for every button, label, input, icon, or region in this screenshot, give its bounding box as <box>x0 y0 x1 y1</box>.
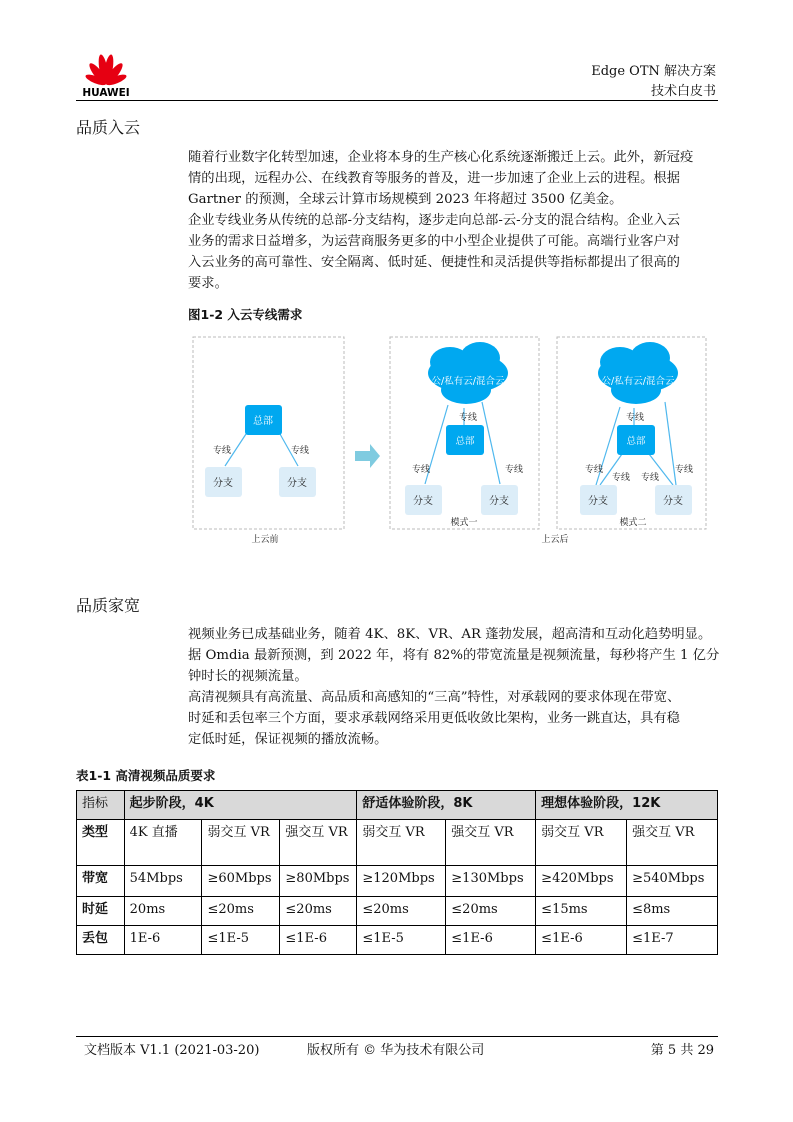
table-cell: 4K 直播 <box>124 820 202 866</box>
table-cell: ≤1E-6 <box>536 926 627 955</box>
table-cell: 20ms <box>124 897 202 926</box>
before-hq-node <box>245 405 282 435</box>
paragraph <box>188 624 722 687</box>
text-line: 据 Omdia 最新预测，到 2022 年，将有 82%的带宽流量是视频流量，每秒将产生 1 亿分 <box>188 648 720 663</box>
cloud-label: 公/私有云/混合云 <box>601 376 675 387</box>
svg-text:专线: 专线 <box>504 465 524 475</box>
table-cell: ≥120Mbps <box>357 866 446 897</box>
row-header: 带宽 <box>77 866 125 897</box>
table-cell: ≤20ms <box>446 897 536 926</box>
table-cell: ≤1E-5 <box>357 926 446 955</box>
table-cell: ≤1E-6 <box>446 926 536 955</box>
table-cell: 54Mbps <box>124 866 202 897</box>
svg-text:专线: 专线 <box>458 413 478 423</box>
svg-text:总部: 总部 <box>253 416 273 427</box>
text-line: 高清视频具有高流量、高品质和高感知的“三高”特性，对承载网的要求体现在带宽、 <box>188 690 681 705</box>
svg-text:专线: 专线 <box>611 473 631 483</box>
table-cell: ≤8ms <box>627 897 718 926</box>
svg-text:专线: 专线 <box>625 413 645 423</box>
header-cell: 起步阶段，4K <box>124 791 357 820</box>
svg-text:专线: 专线 <box>584 465 604 475</box>
paragraph <box>188 687 722 750</box>
table-cell: 弱交互 VR <box>202 820 280 866</box>
branch-node: 分支 <box>588 496 608 507</box>
section-heading: 品质入云 <box>76 118 141 137</box>
table-cell: ≤1E-6 <box>280 926 357 955</box>
branch-node: 分支 <box>287 478 307 489</box>
table-cell: ≤1E-5 <box>202 926 280 955</box>
table-cell: ≥420Mbps <box>536 866 627 897</box>
text-line: 业务的需求日益增多，为运营商服务更多的中小型企业提供了可能。高端行业客户对 <box>188 234 680 249</box>
row-header: 时延 <box>77 897 125 926</box>
row-header: 丢包 <box>77 926 125 955</box>
table-cell: 强交互 VR <box>280 820 357 866</box>
figure-caption: 图1-2 入云专线需求 <box>188 307 303 322</box>
table-row <box>77 926 718 955</box>
table-cell: ≤20ms <box>357 897 446 926</box>
header-cell: 理想体验阶段，12K <box>536 791 718 820</box>
table-cell: 强交互 VR <box>627 820 718 866</box>
header-cell: 指标 <box>77 791 125 820</box>
page-number: 第 5 共 29 <box>650 1043 714 1058</box>
table-cell: ≥60Mbps <box>202 866 280 897</box>
table-header-row <box>77 791 718 820</box>
text-line: Gartner 的预测，全球云计算市场规模到 2023 年将超过 3500 亿美金。 <box>188 192 623 207</box>
svg-text:HUAWEI: HUAWEI <box>82 87 130 98</box>
footer-divider <box>76 1036 718 1037</box>
text-line: 情的出现，远程办公、在线教育等服务的普及，进一步加速了企业上云的进程。根据 <box>188 171 680 186</box>
section-heading: 品质家宽 <box>76 596 141 615</box>
before-label: 上云前 <box>251 535 279 545</box>
branch-node: 分支 <box>413 496 433 507</box>
table-cell: ≤20ms <box>280 897 357 926</box>
table-row <box>77 897 718 926</box>
cloud-label: 公/私有云/混合云 <box>431 376 505 387</box>
quality-table <box>76 790 718 955</box>
table-cell: ≤15ms <box>536 897 627 926</box>
copyright: 版权所有 © 华为技术有限公司 <box>307 1043 485 1058</box>
branch-node: 分支 <box>489 496 509 507</box>
table-cell: ≥80Mbps <box>280 866 357 897</box>
hq-node: 总部 <box>626 436 646 447</box>
table-row <box>77 820 718 866</box>
hq-node: 总部 <box>455 436 475 447</box>
svg-text:专线: 专线 <box>640 473 660 483</box>
text-line: 随着行业数字化转型加速，企业将本身的生产核心化系统逐渐搬迁上云。此外，新冠疫 <box>188 150 694 165</box>
cloud-icon <box>428 342 508 404</box>
table-cell: ≤1E-7 <box>627 926 718 955</box>
svg-text:专线: 专线 <box>212 446 232 456</box>
text-line: 企业专线业务从传统的总部-分支结构，逐步走向总部-云-分支的混合结构。企业入云 <box>188 213 681 228</box>
text-line: 钟时长的视频流量。 <box>188 669 308 684</box>
mode1-label: 模式一 <box>450 518 478 528</box>
text-line: 时延和丢包率三个方面，要求承载网络采用更低收敛比架构，业务一跳直达，具有稳 <box>188 711 680 726</box>
svg-text:专线: 专线 <box>290 446 310 456</box>
table-cell: ≥130Mbps <box>446 866 536 897</box>
table-cell: 弱交互 VR <box>536 820 627 866</box>
doc-title: Edge OTN 解决方案 <box>591 64 716 79</box>
table-cell: 弱交互 VR <box>357 820 446 866</box>
svg-text:专线: 专线 <box>411 465 431 475</box>
arrow-icon <box>355 444 380 468</box>
mode2-label: 模式二 <box>619 518 647 528</box>
row-header: 类型 <box>77 820 125 866</box>
after-label: 上云后 <box>541 535 569 545</box>
text-line: 定低时延，保证视频的播放流畅。 <box>188 732 388 747</box>
doc-subtitle: 技术白皮书 <box>650 84 716 99</box>
table-caption: 表1-1 高清视频品质要求 <box>76 768 216 783</box>
text-line: 视频业务已成基础业务，随着 4K、8K、VR、AR 蓬勃发展，超高清和互动化趋势明显。 <box>188 627 712 642</box>
table-cell: ≤20ms <box>202 897 280 926</box>
text-line: 入云业务的高可靠性、安全隔离、低时延、便捷性和灵活提供等指标都提出了很高的 <box>188 255 680 270</box>
svg-text:专线: 专线 <box>674 465 694 475</box>
text-line: 要求。 <box>188 276 228 291</box>
table-cell: 1E-6 <box>124 926 202 955</box>
table-cell: ≥540Mbps <box>627 866 718 897</box>
cloud-icon <box>598 342 678 404</box>
table-cell: 强交互 VR <box>446 820 536 866</box>
branch-node: 分支 <box>213 478 233 489</box>
header-cell: 舒适体验阶段，8K <box>357 791 536 820</box>
cloud-diagram <box>0 0 793 560</box>
table-row <box>77 866 718 897</box>
doc-version: 文档版本 V1.1 (2021-03-20) <box>84 1043 260 1058</box>
branch-node: 分支 <box>663 496 683 507</box>
